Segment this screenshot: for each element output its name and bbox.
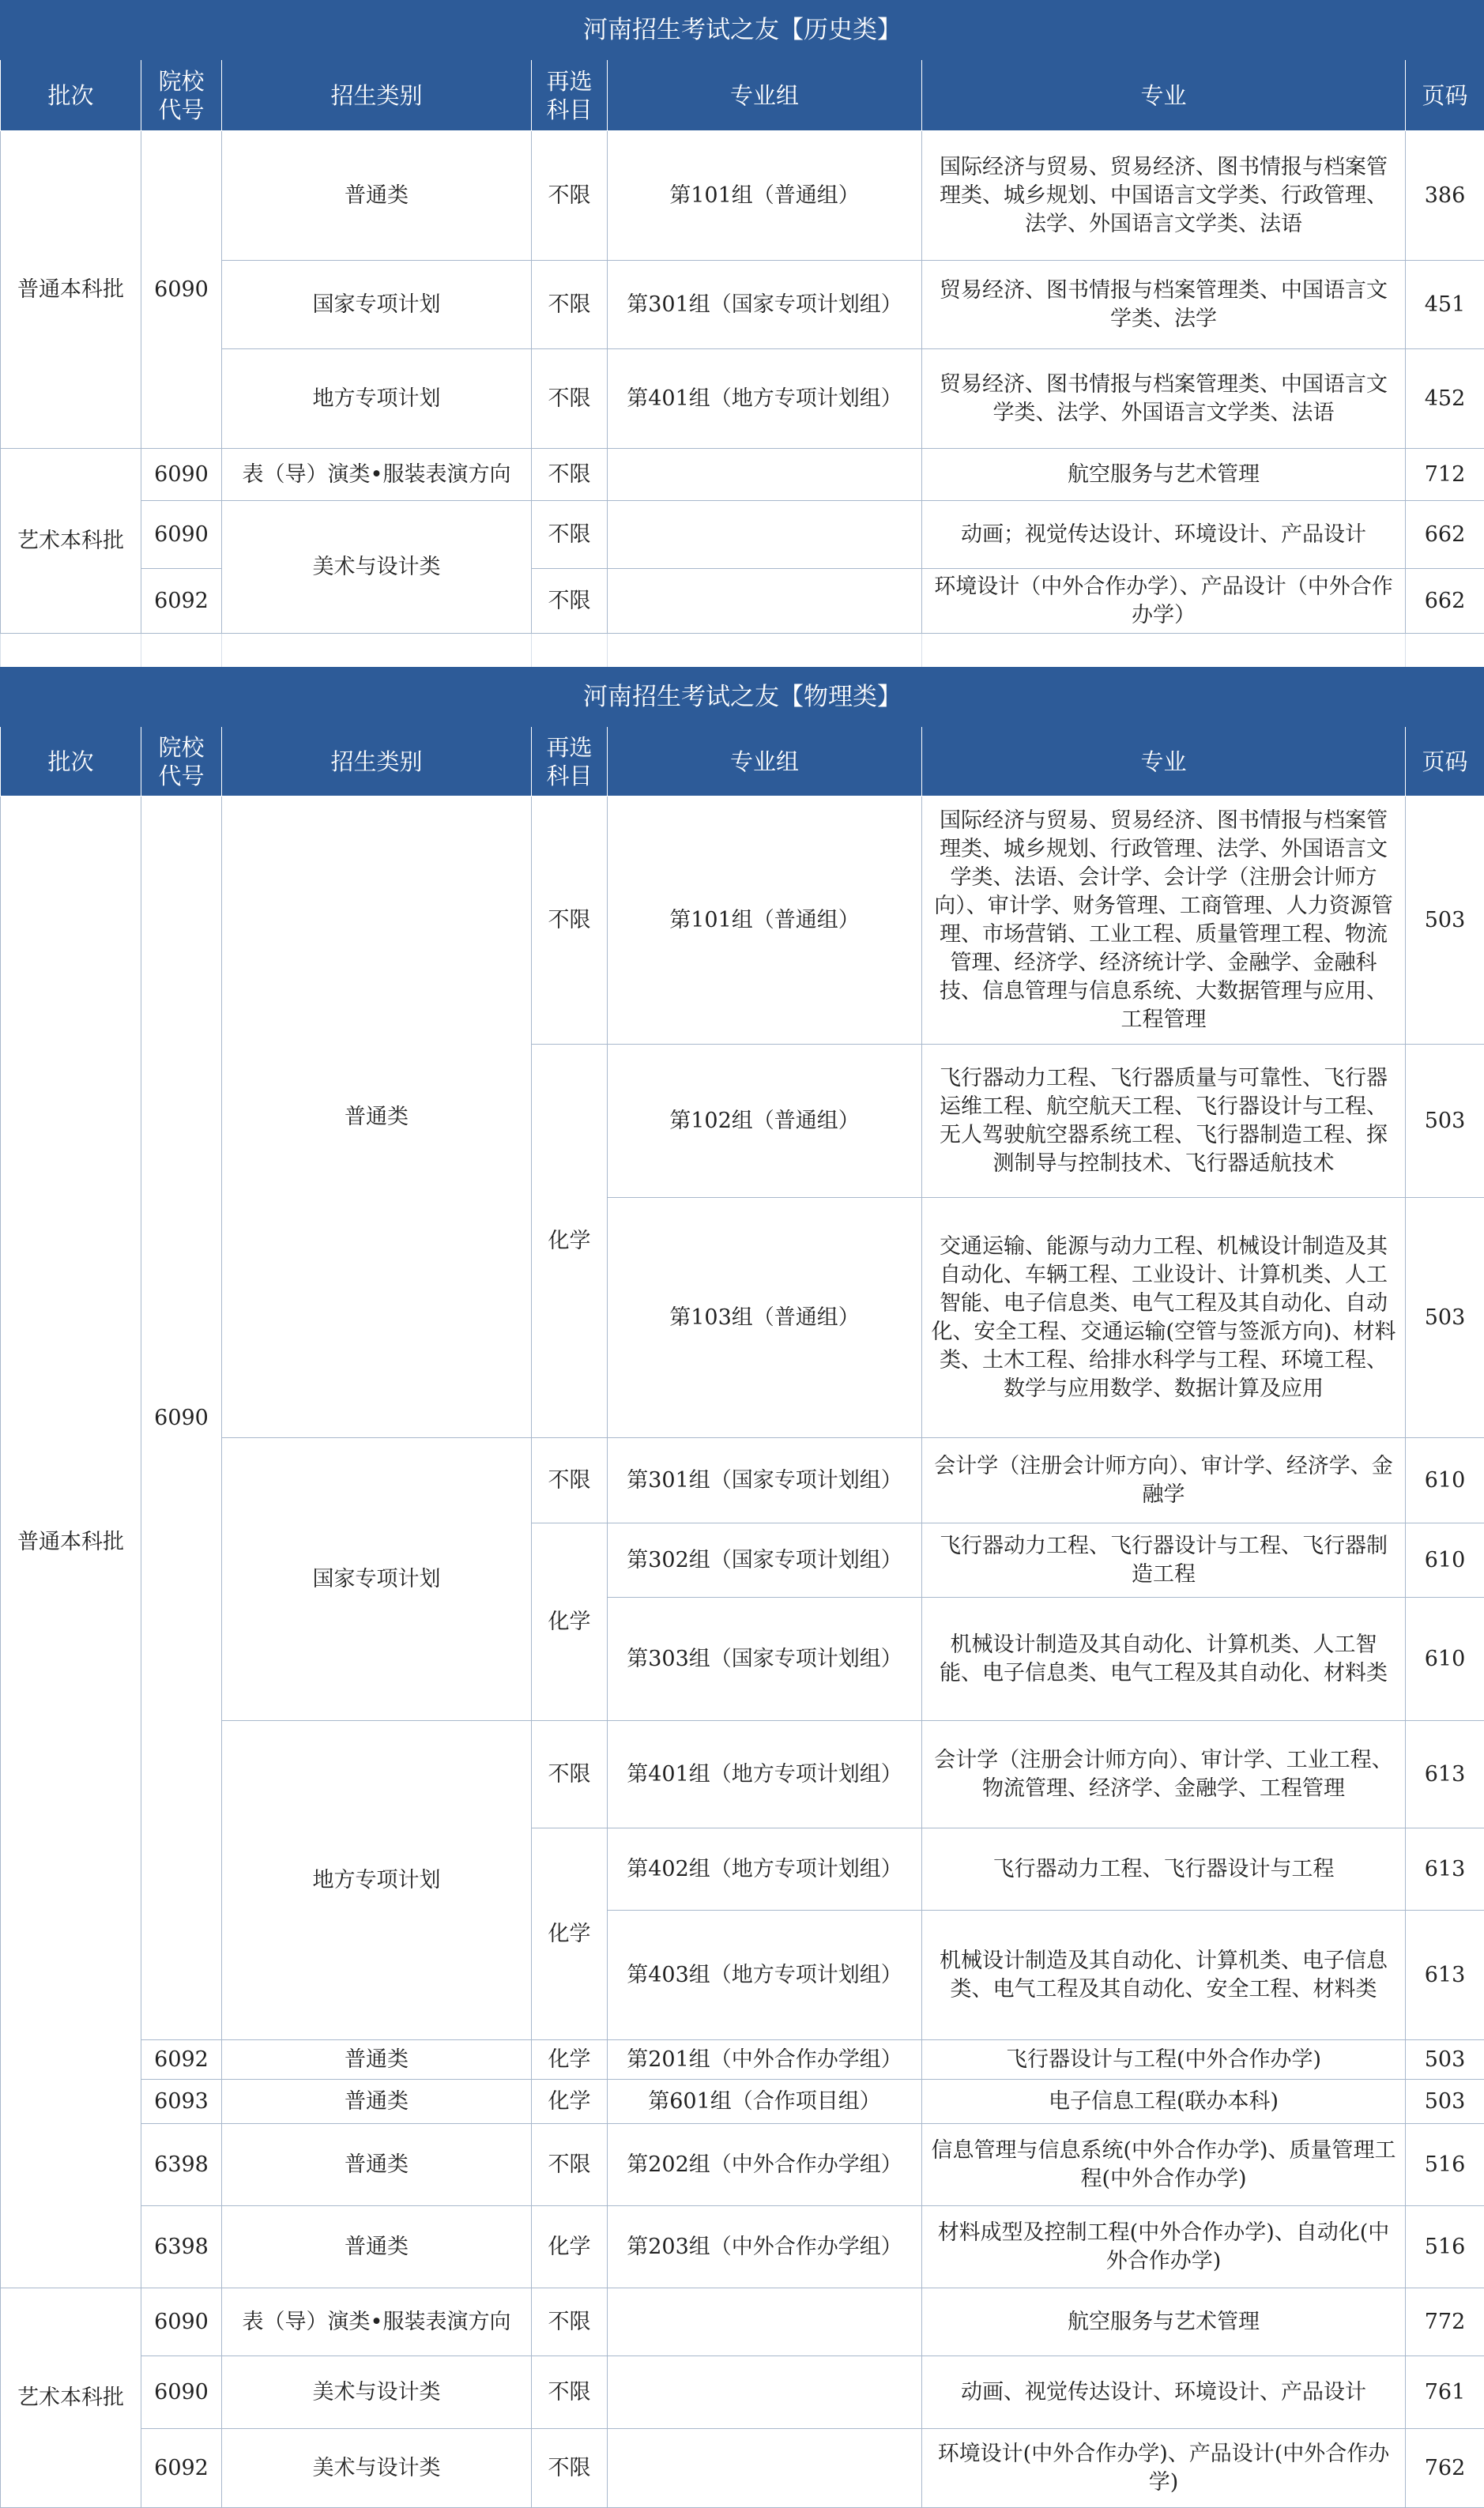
subject-cell: 化学	[532, 1523, 608, 1721]
code-cell: 6092	[141, 569, 222, 634]
category-cell: 表（导）演类•服装表演方向	[222, 2288, 532, 2356]
major-cell: 贸易经济、图书情报与档案管理类、中国语言文学类、法学	[922, 261, 1406, 349]
header-category: 招生类别	[222, 727, 532, 796]
subject-cell: 化学	[532, 2040, 608, 2080]
group-cell	[608, 501, 922, 569]
code-cell: 6090	[141, 2288, 222, 2356]
table-row	[1, 1721, 1484, 1828]
page-cell: 451	[1406, 261, 1484, 349]
page-cell: 503	[1406, 1198, 1484, 1438]
physics-table	[0, 667, 1484, 2508]
page-cell: 610	[1406, 1438, 1484, 1523]
header-group: 专业组	[608, 60, 922, 131]
major-cell: 会计学（注册会计师方向）、审计学、工业工程、物流管理、经济学、金融学、工程管理	[922, 1721, 1406, 1828]
group-cell: 第203组（中外合作办学组）	[608, 2206, 922, 2288]
category-cell: 国家专项计划	[222, 261, 532, 349]
group-cell: 第401组（地方专项计划组）	[608, 1721, 922, 1828]
group-cell: 第101组（普通组）	[608, 131, 922, 261]
major-cell: 环境设计（中外合作办学）、产品设计（中外合作办学）	[922, 569, 1406, 634]
major-cell: 动画、视觉传达设计、环境设计、产品设计	[922, 2356, 1406, 2429]
category-cell: 普通类	[222, 2206, 532, 2288]
table-row	[1, 2206, 1484, 2288]
group-cell	[608, 2288, 922, 2356]
category-cell: 美术与设计类	[222, 501, 532, 634]
category-cell: 美术与设计类	[222, 2429, 532, 2508]
code-cell: 6398	[141, 2124, 222, 2206]
page-cell: 516	[1406, 2206, 1484, 2288]
header-subject: 再选科目	[532, 60, 608, 131]
page-cell: 712	[1406, 449, 1484, 501]
group-cell	[608, 2356, 922, 2429]
page-cell: 662	[1406, 501, 1484, 569]
page-cell: 613	[1406, 1721, 1484, 1828]
header-group: 专业组	[608, 727, 922, 796]
page-cell: 516	[1406, 2124, 1484, 2206]
header-category: 招生类别	[222, 60, 532, 131]
subject-cell: 不限	[532, 2288, 608, 2356]
subject-cell: 化学	[532, 2206, 608, 2288]
group-cell: 第202组（中外合作办学组）	[608, 2124, 922, 2206]
header-batch: 批次	[1, 60, 141, 131]
subject-cell: 化学	[532, 1828, 608, 2040]
page-cell: 772	[1406, 2288, 1484, 2356]
group-cell	[608, 449, 922, 501]
physics-table-title: 河南招生考试之友【物理类】	[1, 668, 1484, 727]
page-cell: 503	[1406, 796, 1484, 1045]
header-major: 专业	[922, 60, 1406, 131]
subject-cell: 不限	[532, 2356, 608, 2429]
batch-cell: 普通本科批	[1, 796, 141, 2288]
page-cell: 386	[1406, 131, 1484, 261]
major-cell: 电子信息工程(联办本科)	[922, 2080, 1406, 2124]
subject-cell: 不限	[532, 796, 608, 1045]
page-cell: 503	[1406, 1045, 1484, 1198]
table-row	[1, 2356, 1484, 2429]
category-cell: 表（导）演类•服装表演方向	[222, 449, 532, 501]
subject-cell: 不限	[532, 261, 608, 349]
group-cell: 第401组（地方专项计划组）	[608, 349, 922, 449]
category-cell: 普通类	[222, 2040, 532, 2080]
subject-cell: 不限	[532, 349, 608, 449]
table-row	[1, 349, 1484, 449]
major-cell: 环境设计(中外合作办学)、产品设计(中外合作办学)	[922, 2429, 1406, 2508]
table-row	[1, 261, 1484, 349]
major-cell: 信息管理与信息系统(中外合作办学)、质量管理工程(中外合作办学)	[922, 2124, 1406, 2206]
code-cell: 6092	[141, 2040, 222, 2080]
subject-cell: 不限	[532, 2124, 608, 2206]
table-row	[1, 2429, 1484, 2508]
category-cell: 普通类	[222, 2080, 532, 2124]
major-cell: 机械设计制造及其自动化、计算机类、电子信息类、电气工程及其自动化、安全工程、材料类	[922, 1911, 1406, 2040]
page-cell: 610	[1406, 1523, 1484, 1598]
code-cell: 6093	[141, 2080, 222, 2124]
group-cell: 第301组（国家专项计划组）	[608, 1438, 922, 1523]
table-row	[1, 2124, 1484, 2206]
header-batch: 批次	[1, 727, 141, 796]
table-row	[1, 2040, 1484, 2080]
category-cell: 地方专项计划	[222, 1721, 532, 2040]
major-cell: 会计学（注册会计师方向）、审计学、经济学、金融学	[922, 1438, 1406, 1523]
group-cell: 第201组（中外合作办学组）	[608, 2040, 922, 2080]
subject-cell: 不限	[532, 131, 608, 261]
major-cell: 国际经济与贸易、贸易经济、图书情报与档案管理类、城乡规划、行政管理、法学、外国语言文学类、法语、会计学、会计学（注册会计师方向）、审计学、财务管理、工商管理、人力资源管理、市场营销、工业工程、质量管理工程、物流管理、经济学、经济统计学、金融学、金融科技、信息管理与信息系统、大数据管理与应用、工程管理	[922, 796, 1406, 1045]
category-cell: 美术与设计类	[222, 2356, 532, 2429]
subject-cell: 不限	[532, 569, 608, 634]
table-row	[1, 2288, 1484, 2356]
page-cell: 503	[1406, 2040, 1484, 2080]
subject-cell: 不限	[532, 449, 608, 501]
subject-cell: 不限	[532, 501, 608, 569]
group-cell: 第302组（国家专项计划组）	[608, 1523, 922, 1598]
history-table	[0, 0, 1484, 668]
code-cell: 6090	[141, 449, 222, 501]
page-cell: 503	[1406, 2080, 1484, 2124]
group-cell	[608, 569, 922, 634]
group-cell: 第102组（普通组）	[608, 1045, 922, 1198]
subject-cell: 化学	[532, 2080, 608, 2124]
major-cell: 机械设计制造及其自动化、计算机类、人工智能、电子信息类、电气工程及其自动化、材料类	[922, 1598, 1406, 1721]
major-cell: 贸易经济、图书情报与档案管理类、中国语言文学类、法学、外国语言文学类、法语	[922, 349, 1406, 449]
major-cell: 飞行器设计与工程(中外合作办学)	[922, 2040, 1406, 2080]
page-cell: 662	[1406, 569, 1484, 634]
code-cell: 6090	[141, 2356, 222, 2429]
spacer-row	[1, 634, 1484, 669]
history-table-title: 河南招生考试之友【历史类】	[1, 1, 1484, 60]
page-cell: 610	[1406, 1598, 1484, 1721]
header-major: 专业	[922, 727, 1406, 796]
major-cell: 交通运输、能源与动力工程、机械设计制造及其自动化、车辆工程、工业设计、计算机类、人工智能、电子信息类、电气工程及其自动化、自动化、安全工程、交通运输(空管与签派方向)、材料类、土木工程、给排水科学与工程、环境工程、数学与应用数学、数据计算及应用	[922, 1198, 1406, 1438]
code-cell: 6090	[141, 796, 222, 2040]
major-cell: 航空服务与艺术管理	[922, 449, 1406, 501]
group-cell: 第303组（国家专项计划组）	[608, 1598, 922, 1721]
group-cell: 第103组（普通组）	[608, 1198, 922, 1438]
table-row	[1, 2080, 1484, 2124]
code-cell: 6092	[141, 2429, 222, 2508]
page-cell: 613	[1406, 1911, 1484, 2040]
subject-cell: 化学	[532, 1045, 608, 1438]
header-page: 页码	[1406, 727, 1484, 796]
header-subject: 再选科目	[532, 727, 608, 796]
table-row	[1, 131, 1484, 261]
group-cell: 第301组（国家专项计划组）	[608, 261, 922, 349]
page-cell: 761	[1406, 2356, 1484, 2429]
page-cell: 452	[1406, 349, 1484, 449]
code-cell: 6398	[141, 2206, 222, 2288]
major-cell: 国际经济与贸易、贸易经济、图书情报与档案管理类、城乡规划、中国语言文学类、行政管理、法学、外国语言文学类、法语	[922, 131, 1406, 261]
major-cell: 飞行器动力工程、飞行器质量与可靠性、飞行器运维工程、航空航天工程、飞行器设计与工程、无人驾驶航空器系统工程、飞行器制造工程、探测制导与控制技术、飞行器适航技术	[922, 1045, 1406, 1198]
batch-cell: 普通本科批	[1, 131, 141, 449]
group-cell	[608, 2429, 922, 2508]
major-cell: 飞行器动力工程、飞行器设计与工程	[922, 1828, 1406, 1911]
category-cell: 普通类	[222, 131, 532, 261]
table-row	[1, 796, 1484, 1045]
page-cell: 613	[1406, 1828, 1484, 1911]
table-row	[1, 449, 1484, 501]
major-cell: 飞行器动力工程、飞行器设计与工程、飞行器制造工程	[922, 1523, 1406, 1598]
table-row	[1, 501, 1484, 569]
subject-cell: 不限	[532, 2429, 608, 2508]
page-cell: 762	[1406, 2429, 1484, 2508]
header-school-code: 院校代号	[141, 60, 222, 131]
major-cell: 航空服务与艺术管理	[922, 2288, 1406, 2356]
header-page: 页码	[1406, 60, 1484, 131]
subject-cell: 不限	[532, 1438, 608, 1523]
group-cell: 第402组（地方专项计划组）	[608, 1828, 922, 1911]
header-school-code: 院校代号	[141, 727, 222, 796]
major-cell: 材料成型及控制工程(中外合作办学)、自动化(中外合作办学)	[922, 2206, 1406, 2288]
code-cell: 6090	[141, 131, 222, 449]
group-cell: 第101组（普通组）	[608, 796, 922, 1045]
group-cell: 第403组（地方专项计划组）	[608, 1911, 922, 2040]
group-cell: 第601组（合作项目组）	[608, 2080, 922, 2124]
category-cell: 国家专项计划	[222, 1438, 532, 1721]
table-row	[1, 1438, 1484, 1523]
batch-cell: 艺术本科批	[1, 2288, 141, 2508]
batch-cell: 艺术本科批	[1, 449, 141, 634]
category-cell: 普通类	[222, 796, 532, 1438]
major-cell: 动画；视觉传达设计、环境设计、产品设计	[922, 501, 1406, 569]
subject-cell: 不限	[532, 1721, 608, 1828]
category-cell: 普通类	[222, 2124, 532, 2206]
code-cell: 6090	[141, 501, 222, 569]
category-cell: 地方专项计划	[222, 349, 532, 449]
